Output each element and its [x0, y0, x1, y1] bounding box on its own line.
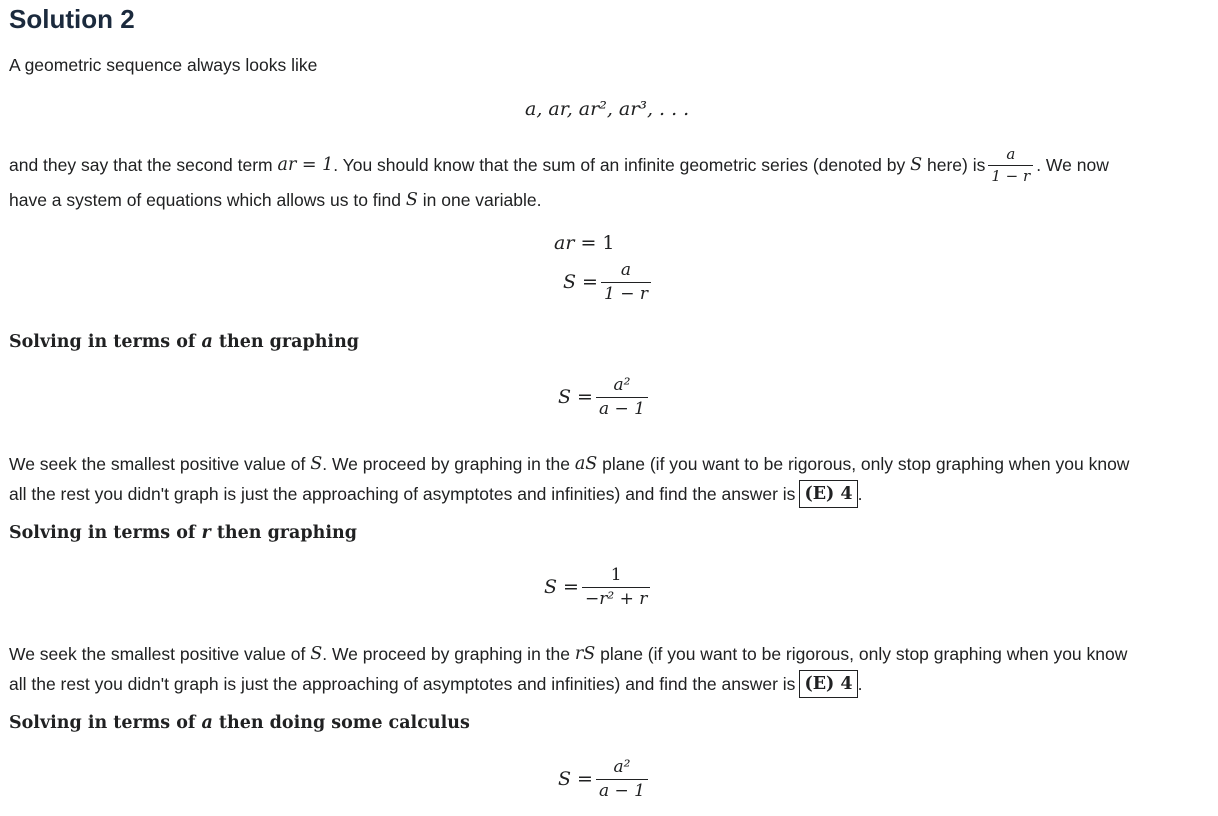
- section-r-paragraph-line1: We seek the smallest positive value of S . We proceed by graphing in the rS plane (if you want to be rigorous, only stop graphing when you know: [9, 644, 1128, 664]
- intro-text: A geometric sequence always looks like: [9, 55, 318, 75]
- section-title-r-graphing: Solving in terms of r then graphing: [9, 523, 357, 543]
- equation-lhs: S =: [558, 386, 593, 409]
- section-a-paragraph-line1: We seek the smallest positive value of S . We proceed by graphing in the aS plane (if you want to be rigorous, only stop graphing when you know: [9, 454, 1130, 474]
- solution-heading: Solution 2: [9, 4, 135, 34]
- equation-s-in-a-calculus: [558, 758, 651, 800]
- equation-s-fraction: [563, 261, 654, 303]
- text-segment: and they say that the second term: [9, 155, 273, 175]
- text-segment: here) is: [927, 155, 986, 175]
- text-segment: . We now: [1036, 155, 1109, 175]
- fraction-numerator: 1: [610, 565, 622, 585]
- equation-lhs: S =: [558, 768, 593, 791]
- math-s: S: [910, 155, 923, 175]
- sequence-expression: a, ar, ar², ar³, . . .: [525, 98, 690, 120]
- display-fraction: [601, 261, 651, 303]
- section-title-a-calculus: Solving in terms of a then doing some calculus: [9, 713, 470, 733]
- fraction-numerator: a²: [613, 757, 631, 777]
- equation-ar-equals-1: [554, 232, 615, 254]
- fraction-denominator: a − 1: [596, 397, 648, 419]
- equation-s-in-r: [544, 566, 653, 608]
- inline-fraction: [988, 146, 1033, 184]
- fraction-numerator: a²: [613, 375, 631, 395]
- fraction-numerator: a: [620, 260, 632, 280]
- text-segment: . You should know that the sum of an infinite geometric series (denoted by: [333, 155, 906, 175]
- section-title-a-graphing: Solving in terms of a then graphing: [9, 332, 360, 352]
- equation-lhs: ar =: [554, 232, 597, 254]
- section-r-paragraph-line2: all the rest you didn't graph is just the approaching of asymptotes and infinities) and find the answer is (E) 4 .: [9, 669, 1209, 699]
- equation-lhs: S =: [544, 576, 579, 599]
- fraction-denominator: 1 − r: [988, 165, 1033, 185]
- display-fraction: [596, 376, 648, 418]
- display-fraction: [596, 758, 648, 800]
- equation-s-in-a: [558, 376, 651, 418]
- series-sum-paragraph-line1: [9, 145, 1209, 185]
- section-a-paragraph-line2: all the rest you didn't graph is just the approaching of asymptotes and infinities) and find the answer is (E) 4 .: [9, 479, 1209, 509]
- text-segment: in one variable.: [422, 190, 542, 210]
- math-s: S: [405, 190, 418, 210]
- math-ar-equals-1: ar = 1: [277, 155, 334, 175]
- answer-box: (E) 4: [799, 480, 857, 508]
- equation-lhs: S =: [563, 271, 598, 294]
- text-segment: have a system of equations which allows us to find: [9, 190, 402, 210]
- series-sum-paragraph-line2: [9, 185, 1209, 215]
- fraction-denominator: a − 1: [596, 779, 648, 801]
- display-fraction: [582, 566, 650, 608]
- answer-box: (E) 4: [799, 670, 857, 698]
- fraction-denominator: −r² + r: [582, 587, 650, 609]
- fraction-denominator: 1 − r: [601, 282, 651, 304]
- fraction-numerator: a: [1006, 145, 1016, 163]
- equation-rhs: 1: [602, 232, 615, 254]
